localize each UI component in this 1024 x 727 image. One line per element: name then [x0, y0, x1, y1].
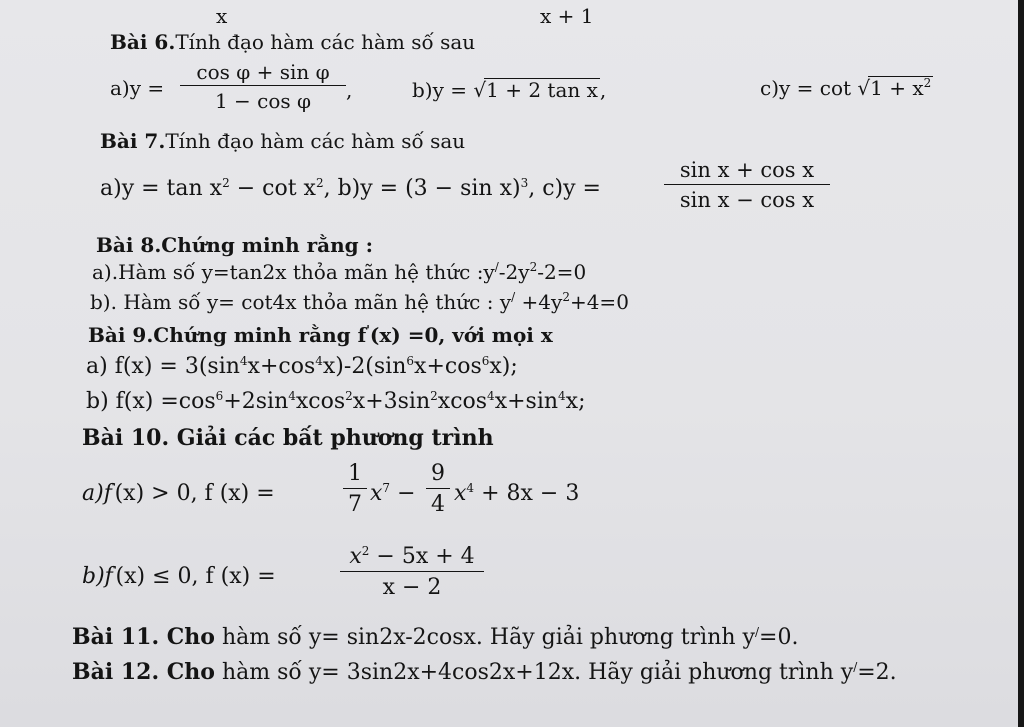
bai10-b-fraction — [340, 546, 484, 599]
top-fragment-left: x — [216, 4, 228, 28]
bai9-b-t6: x+sin — [494, 389, 559, 414]
sqrt-sign: √ — [857, 76, 871, 100]
bai9-b-t7: x; — [565, 389, 586, 414]
bai11-text: hàm số y= sin2x-2cosx. Hãy giải phương trình y — [214, 625, 755, 650]
bai6-c-radicand: 1 + x — [870, 76, 924, 100]
exponent: 4 — [558, 389, 566, 403]
exponent: 4 — [315, 354, 323, 368]
bai9-title2: (x) =0, với mọi x — [369, 323, 553, 347]
bai10-a-term1 — [370, 483, 416, 505]
bai6-a-label: a)y = — [110, 76, 165, 100]
exponent: 2 — [430, 389, 438, 403]
bai9-a-t4: x+cos — [414, 354, 482, 379]
bai8-a — [92, 262, 586, 282]
bai6-b-label: b)y = — [412, 78, 468, 102]
bai7-part-c: , c)y = — [528, 176, 601, 201]
bai12-line — [72, 661, 897, 684]
variable: x — [454, 481, 467, 506]
exponent: 2 — [315, 176, 324, 190]
bai10-a-fraction-2 — [426, 463, 450, 516]
bai11-text2: =0. — [759, 625, 799, 650]
bai7-line — [100, 178, 601, 200]
exponent: 6 — [406, 354, 415, 368]
bai9-b-t2: +2sin — [223, 389, 289, 414]
bai9-b — [86, 391, 586, 413]
exponent: 4 — [239, 354, 248, 368]
bai7-c-denominator: sin x − cos x — [679, 188, 815, 212]
bai10-a-tail: + 8x − 3 — [481, 481, 580, 506]
prime-mark: / — [494, 260, 499, 274]
sqrt-sign: √ — [473, 78, 487, 102]
denominator: 7 — [348, 492, 362, 517]
bai8-b-text2: +4y — [515, 290, 563, 314]
bai6-desc: Tính đạo hàm các hàm số sau — [175, 30, 476, 54]
bai8-a-text: a).Hàm số y=tan2x thỏa mãn hệ thức :y — [92, 260, 495, 284]
bai6-a-denominator: 1 − cos φ — [214, 89, 312, 113]
exponent: 2 — [345, 389, 353, 403]
bai7-c-fraction — [664, 160, 830, 211]
variable: x — [370, 481, 383, 506]
variable: x — [349, 544, 362, 569]
bai9-b-t3: xcos — [295, 389, 346, 414]
bai6-c-exponent: 2 — [923, 76, 932, 90]
bai9-a-t1: a) f(x) = 3(sin — [86, 354, 240, 379]
numerator: 1 — [348, 461, 362, 486]
numerator: 9 — [431, 461, 445, 486]
exponent: 4 — [466, 481, 475, 495]
prime-mark: / — [511, 290, 516, 304]
top-fragment-right: x + 1 — [540, 4, 594, 28]
bai12-text: hàm số y= 3sin2x+4cos2x+12x. Hãy giải phương trình y — [214, 660, 854, 685]
numerator-rest: − 5x + 4 — [369, 544, 475, 569]
bai8-b — [90, 292, 629, 312]
bai6-c-label: c)y = cot — [760, 76, 852, 100]
exponent: 4 — [487, 389, 495, 403]
bai10-a-f: a)f — [82, 481, 112, 506]
exponent: 6 — [215, 389, 224, 403]
bai8-b-text: b). Hàm số y= cot4x thỏa mãn hệ thức : y — [90, 290, 512, 314]
exponent: 6 — [481, 354, 490, 368]
photo-dark-edge — [1018, 0, 1024, 727]
bai7-c-numerator: sin x + cos x — [679, 158, 815, 182]
bai7-part-a: a)y = tan x — [100, 176, 223, 201]
bai8-heading: Bài 8.Chứng minh rằng : — [96, 233, 373, 257]
exponent: 3 — [520, 176, 529, 190]
exponent: 7 — [382, 481, 391, 495]
bai6-title: Bài 6. — [110, 30, 176, 54]
bai7-desc: Tính đạo hàm các hàm số sau — [165, 129, 466, 153]
bai6-a-numerator: cos φ + sin φ — [196, 60, 330, 84]
bai10-b-prefix — [82, 566, 276, 588]
bai10-b-numerator — [340, 546, 484, 571]
prime-mark: / — [853, 660, 858, 674]
prime-mark: / — [754, 625, 760, 639]
denominator: 4 — [431, 492, 445, 517]
exponent: 2 — [529, 260, 538, 274]
bai10-a-term2 — [454, 483, 579, 505]
bai6-b-tail: , — [599, 78, 607, 102]
bai8-b-text3: +4=0 — [569, 290, 629, 314]
prime-mark: ′ — [111, 481, 115, 495]
bai8-a-text2: -2y — [498, 260, 530, 284]
exponent: 2 — [361, 544, 370, 558]
bai7-heading — [100, 131, 465, 151]
bai10-b-cond: (x) ≤ 0, f (x) = — [115, 564, 276, 589]
bai10-heading: Bài 10. Giải các bất phương trình — [82, 425, 494, 451]
bai7-title: Bài 7. — [100, 129, 166, 153]
bai6-c-radicand-box — [868, 76, 933, 98]
bai9-a-t3: x)-2(sin — [322, 354, 407, 379]
bai7-part-a2: − cot x — [229, 176, 316, 201]
minus-sign: − — [397, 481, 416, 506]
bai7-part-b: , b)y = (3 − sin x) — [323, 176, 521, 201]
bai9-b-t4: x+3sin — [352, 389, 431, 414]
bai12-text2: =2. — [857, 660, 897, 685]
bai8-a-text3: -2=0 — [537, 260, 587, 284]
bai6-heading — [110, 32, 475, 52]
bai9-a-t2: x+cos — [247, 354, 316, 379]
bai6-a-fraction — [180, 62, 346, 111]
bai6-b-radicand: 1 + 2 tan x — [486, 78, 598, 102]
prime-mark: ′ — [112, 564, 116, 578]
bai10-a-fraction-1 — [343, 463, 367, 516]
bai12-title: Bài 12. Cho — [72, 659, 215, 685]
prime-mark: ' — [366, 323, 370, 337]
exponent: 2 — [222, 176, 230, 190]
bai6-c — [760, 76, 933, 98]
bai9-a — [86, 356, 518, 378]
bai10-b-f: b)f — [82, 564, 113, 589]
bai10-b-denominator: x − 2 — [382, 575, 442, 600]
bai9-heading — [88, 325, 553, 345]
bai9-title: Bài 9.Chứng minh rằng f — [88, 323, 367, 347]
bai6-a-tail: , — [346, 78, 353, 102]
bai10-a-prefix — [82, 483, 275, 505]
bai11-title: Bài 11. Cho — [72, 624, 215, 650]
bai11-line — [72, 626, 798, 649]
bai6-b — [412, 78, 606, 100]
bai9-b-t1: b) f(x) =cos — [86, 389, 216, 414]
bai9-b-t5: xcos — [437, 389, 488, 414]
bai10-a-cond: (x) > 0, f (x) = — [114, 481, 275, 506]
exponent: 4 — [288, 389, 296, 403]
exponent: 2 — [562, 290, 570, 304]
bai9-a-t5: x); — [489, 354, 518, 379]
